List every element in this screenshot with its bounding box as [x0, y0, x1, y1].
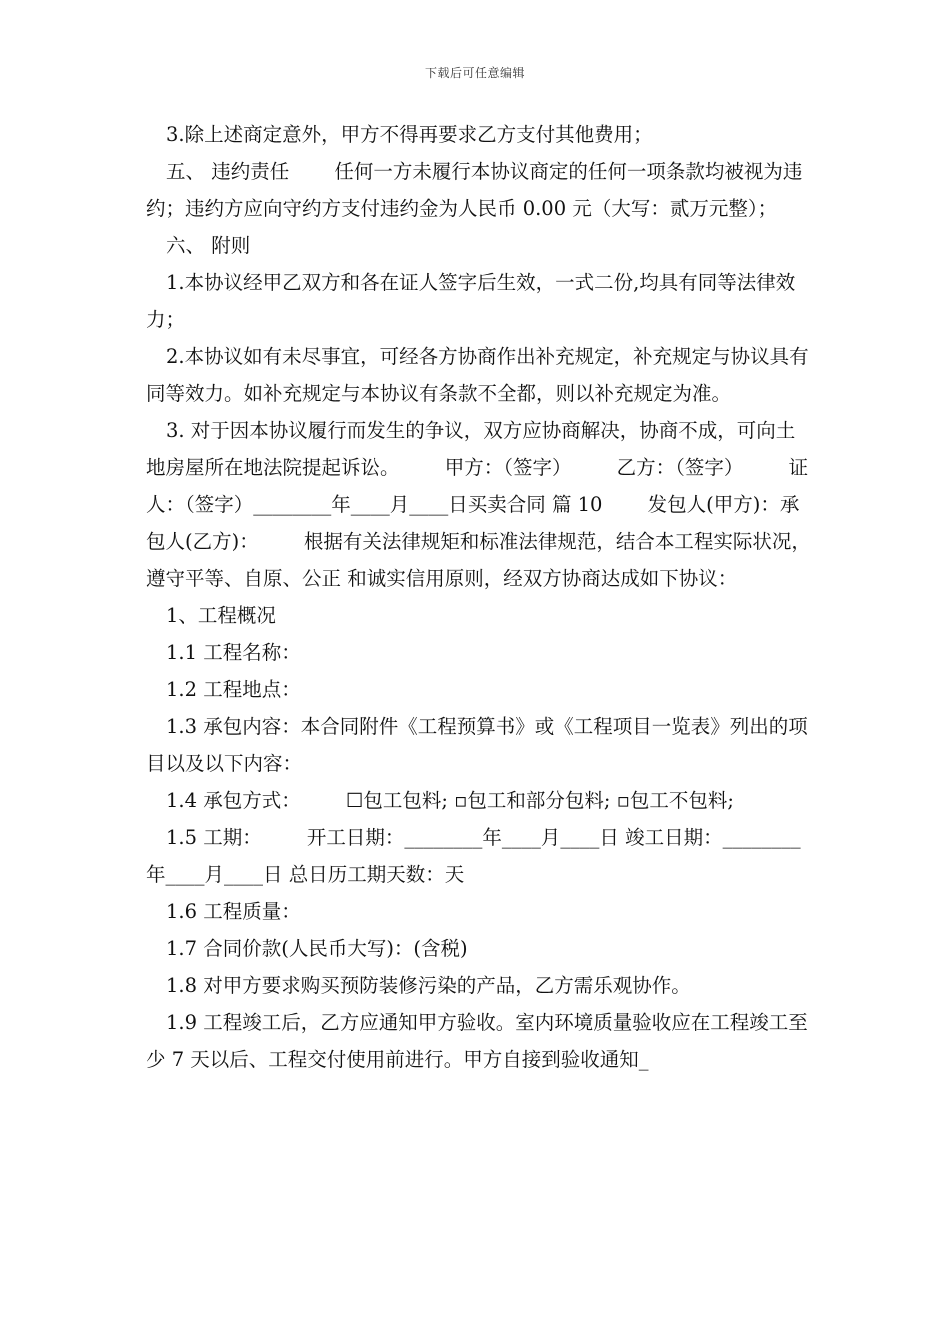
- paragraph-acceptance: 1.9 工程竣工后，乙方应通知甲方验收。室内环境质量验收应在工程竣工至少 7 天以后、工程交付使用前进行。甲方自接到验收通知_: [146, 1011, 808, 1071]
- paragraph-supplementary-heading: 六、 附则: [166, 234, 251, 257]
- paragraph-effective-clause: 1.本协议经甲乙双方和各在证人签字后生效，一式二份,均具有同等法律效力；: [146, 271, 796, 331]
- paragraph-pollution-products: 1.8 对甲方要求购买预防装修污染的产品，乙方需乐观协作。: [166, 974, 691, 997]
- paragraph-project-overview: 1、工程概况: [166, 604, 276, 627]
- page-header: 下载后可任意编辑: [424, 66, 525, 80]
- paragraph-quality: 1.6 工程质量：: [166, 900, 301, 923]
- paragraph-disputes-and-contract-10: 3. 对于因本协议履行而发生的争议，双方应协商解决，协商不成，可向土地房屋所在地法院提起诉讼。 甲方：（签字） 乙方：（签字） 证人：（签字）________年____月____日买卖合同 篇 10 发包人(甲方)：承包人(乙方)： 根据有关法律规矩和标准法律规范，结合本工程实际状况，遵守平等、自原、公正 和诚实信用原则，经双方协商达成如下协议：: [146, 419, 811, 590]
- paragraph-contract-scope: 1.3 承包内容：本合同附件《工程预算书》或《工程项目一览表》列出的项目以及以下内容：: [146, 715, 808, 775]
- paragraph-contract-price: 1.7 合同价款(人民币大写)：(含税): [166, 937, 468, 960]
- paragraph-contract-method: 1.4 承包方式： ☐包工包料; ▫包工和部分包料; ▫包工不包料;: [166, 789, 734, 812]
- paragraph-breach-liability: 五、 违约责任 任何一方未履行本协议商定的任何一项条款均被视为违约；违约方应向守约方支付违约金为人民币 0.00 元（大写：贰万元整）；: [146, 160, 803, 220]
- document-body: [146, 116, 812, 1078]
- paragraph-project-name: 1.1 工程名称：: [166, 641, 301, 664]
- paragraph-clause-3-fees: 3.除上述商定意外，甲方不得再要求乙方支付其他费用；: [166, 123, 653, 146]
- paragraph-schedule: 1.5 工期： 开工日期：________年____月____日 竣工日期：________年____月____日 总日历工期天数：天: [146, 826, 801, 886]
- paragraph-unresolved-matters: 2.本协议如有未尽事宜，可经各方协商作出补充规定，补充规定与协议具有同等效力。如补充规定与本协议有条款不全都，则以补充规定为准。: [146, 345, 809, 405]
- paragraph-project-location: 1.2 工程地点：: [166, 678, 301, 701]
